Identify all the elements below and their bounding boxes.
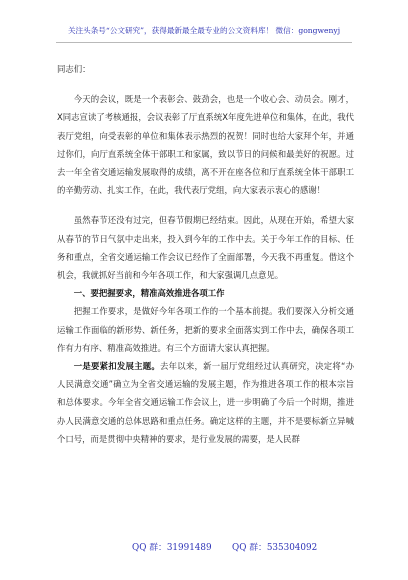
- header-banner-link[interactable]: 关注头条号“公文研究”，获得最新最全最专业的公文资料库！ 微信：gongwenyj: [67, 26, 341, 35]
- section-heading: [57, 284, 354, 302]
- qq-group-link-1[interactable]: QQ 群：31991489: [132, 543, 212, 553]
- document-body: [57, 60, 354, 448]
- page-header: [56, 22, 352, 43]
- qq-group-link-2[interactable]: QQ 群：535304092: [232, 543, 318, 553]
- salutation: 同志们：: [57, 64, 91, 74]
- page-footer: [0, 540, 408, 560]
- paragraph-section-intro: 把握工作要求，是做好今年各项工作的一个基本前提。我们要深入分析交通运输工作面临的新形势、新任务，把新的要求全面落实到工作中去，确保各项工作有力有序、精准高效推进。有三个方面请大家认真把握。: [57, 306, 354, 353]
- paragraph-spring-festival: 虽然春节还没有过完，但春节假期已经结束。因此，从现在开始，希望大家从春节的节日气氛中走出来，投入到今年的工作中去。关于今年工作的目标、任务和重点，全省交通运输工作会议已经作了全面部署，今天我不再重复。借这个机会，我就抓好当前和今年各项工作，和大家强调几点意见。: [57, 215, 354, 281]
- paragraph-opening: 今天的会议，既是一个表彰会、鼓劲会，也是一个收心会、动员会。刚才，X同志宣读了考核通报，会议表彰了厅直系统X年度先进单位和集体，在此，我代表厅党组，向受表彰的单位和集体表示热烈的祝贺！同时也给大家拜个年，并通过你们，向厅直系统全体干部职工和家属，致以节日的问候和最美好的祝愿。过去一年全省交通运输发展取得的成绩，离不开在座各位和厅直系统全体干部职工的辛勤劳动、扎实工作，在此，我代表厅党组，向大家表示衷心的感谢！: [57, 94, 354, 196]
- paragraph-theme-text: 去年以来，新一届厅党组经过认真研究，决定将“办人民满意交通”确立为全省交通运输的发展主题，作为推进各项工作的根本宗旨和总体要求。今年全省交通运输工作会议上，进一步明确了今后一个时期，推进办人民满意交通的总体思路和重点任务。确定这样的主题，并不是要标新立异喊个口号，而是贯彻中央精神的要求，是行业发展的需要，是人民群: [57, 361, 355, 444]
- lead-phrase: 一是要紧扣发展主题。: [73, 361, 161, 372]
- section-heading-text: 一、要把握要求，精准高效推进各项工作: [73, 288, 225, 299]
- paragraph-theme: [57, 357, 354, 448]
